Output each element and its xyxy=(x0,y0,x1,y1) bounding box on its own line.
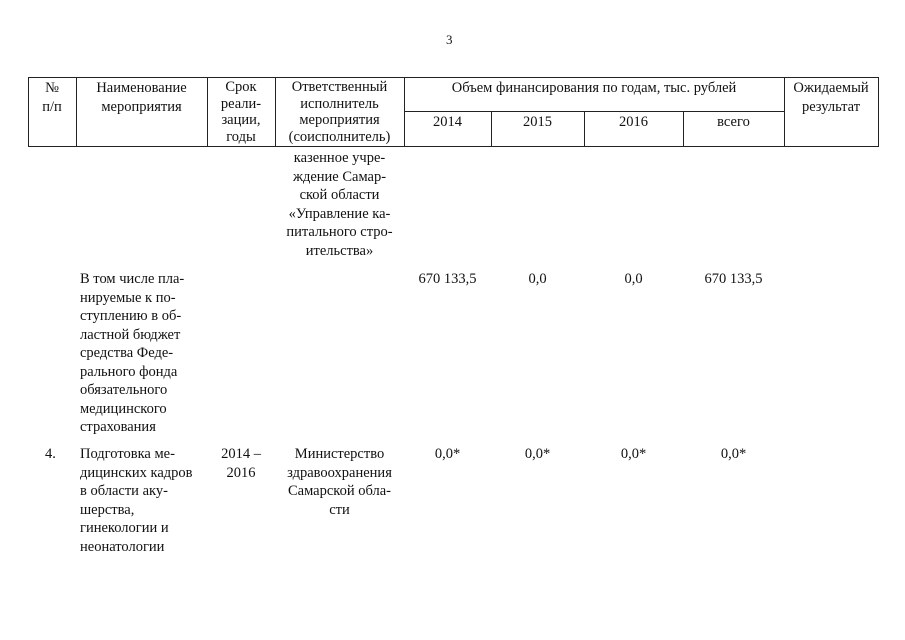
header-border-right xyxy=(878,77,879,147)
header-total: всего xyxy=(717,114,750,130)
header-year-2015: 2015 xyxy=(523,114,552,130)
header-col-name: Наименование мероприятия xyxy=(96,80,187,115)
header-bottom-border xyxy=(28,146,879,147)
header-col-number: № п/п xyxy=(42,80,62,115)
header-year-2014: 2014 xyxy=(433,114,462,130)
value-2015: 0,0* xyxy=(524,446,551,462)
row-term: 2014 – 2016 xyxy=(221,446,261,481)
value-2015: 0,0 xyxy=(528,271,547,287)
row-number: 4. xyxy=(45,446,56,462)
value-2016: 0,0* xyxy=(620,446,647,462)
row-executor: Министерство здравоохранения Самарской обла- сти xyxy=(287,446,392,518)
row-name: Подготовка ме- дицинских кадров в области аку- шерства, гинекологии и неонатологии xyxy=(80,446,193,555)
header-col-executor: Ответственный исполнитель мероприятия (соисполнитель) xyxy=(288,79,391,145)
header-col-funding: Объем финансирования по годам, тыс. рублей xyxy=(451,80,737,96)
value-2016: 0,0 xyxy=(624,271,643,287)
row-executor-continuation: казенное учре- ждение Самар- ской области «Управление ка- питального стро- ительства» xyxy=(286,150,393,259)
value-2014: 670 133,5 xyxy=(418,271,477,287)
header-top-border xyxy=(28,77,879,78)
value-total: 0,0* xyxy=(720,446,747,462)
value-2014: 0,0* xyxy=(434,446,461,462)
value-total: 670 133,5 xyxy=(704,271,763,287)
years-divider xyxy=(404,111,784,112)
row-name: В том числе пла- нируемые к по- ступлению в об- ластной бюджет средства Феде- рального фонда обязательного медицинского страхования xyxy=(80,271,185,435)
page-number: 3 xyxy=(446,32,453,47)
header-col-term: Срок реали- зации, годы xyxy=(220,79,262,145)
header-year-2016: 2016 xyxy=(619,114,648,130)
header-col-result: Ожидаемый результат xyxy=(793,80,869,115)
